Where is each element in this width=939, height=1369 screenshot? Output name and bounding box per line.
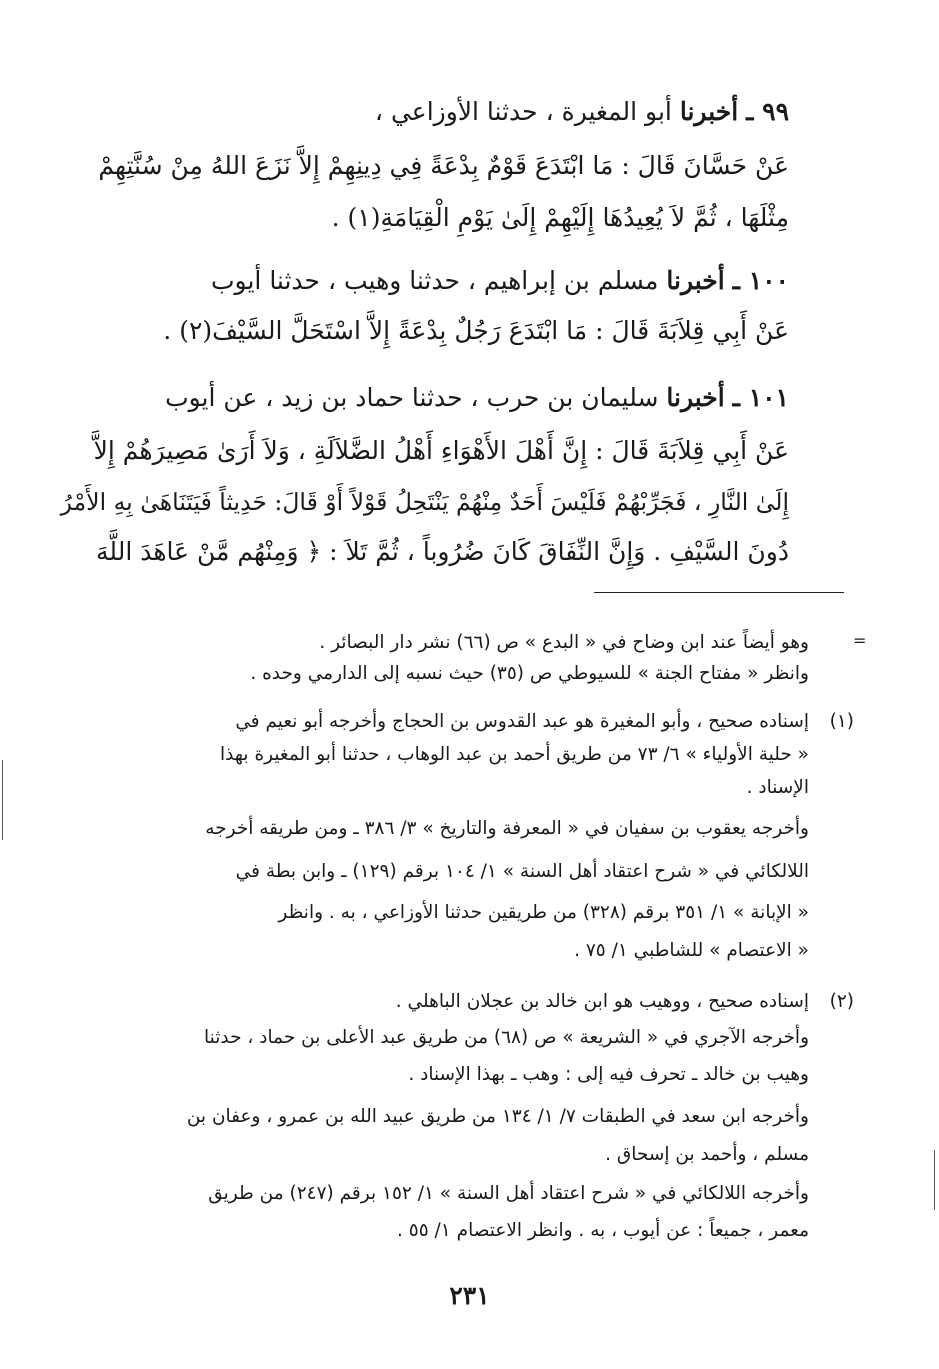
hadith-101-line-4: دُونَ السَّيْفِ . وَإِنَّ النِّفَاقَ كَانَ ضُرُوباً ، ثُمَّ تَلاَ : ﴿ وَمِنْهُم مَّنْ عَاهَدَ اللَّهَ bbox=[96, 537, 789, 566]
hadith-lead: أخبرنا bbox=[666, 266, 725, 295]
scan-edge-mark bbox=[934, 1150, 935, 1210]
footnote-2-line-5: مسلم ، وأحمد بن إسحاق . bbox=[605, 1144, 809, 1165]
hadith-text: مسلم بن إبراهيم ، حدثنا وهيب ، حدثنا أيوب bbox=[211, 266, 659, 295]
footnote-1-line-6: « الإبانة » ١/ ٣٥١ برقم (٣٢٨) من طريقين حدثنا الأوزاعي ، به . وانظر bbox=[278, 902, 809, 923]
footnote-1-line-1: إسناده صحيح ، وأبو المغيرة هو عبد القدوس بن الحجاج وأخرجه أبو نعيم في bbox=[235, 711, 809, 732]
footnote-1-line-5: اللالكائي في « شرح اعتقاد أهل السنة » ١/ ١٠٤ برقم (١٢٩) ـ وابن بطة في bbox=[235, 861, 809, 882]
hadith-99-line-3: مِثْلَهَا ، ثُمَّ لاَ يُعِيدُهَا إِلَيْهِمْ إِلَىٰ يَوْمِ الْقِيَامَةِ(١) . bbox=[331, 203, 789, 232]
footnote-continued-line-1: وهو أيضاً عند ابن وضاح في « البدع » ص (٦٦) نشر دار البصائر . bbox=[319, 632, 809, 653]
hadith-99-line-2: عَنْ حَسَّانَ قَالَ : مَا ابْتَدَعَ قَوْمٌ بِدْعَةً فِي دِينِهِمْ إِلاَّ نَزَعَ اللهُ مِنْ سُنَّتِهِمْ bbox=[98, 151, 789, 180]
footnote-separator bbox=[594, 592, 844, 593]
continued-marker: = bbox=[853, 631, 867, 650]
footnote-2-line-4: وأخرجه ابن سعد في الطبقات ٧/ ١/ ١٣٤ من طريق عبيد الله بن عمرو ، وعفان بن bbox=[186, 1106, 809, 1127]
hadith-101-line-1 bbox=[165, 374, 789, 422]
hadith-lead: أخبرنا bbox=[679, 97, 739, 126]
footnote-2-line-7: معمر ، جميعاً : عن أيوب ، به . وانظر الاعتصام ١/ ٥٥ . bbox=[397, 1220, 809, 1241]
scan-edge-mark bbox=[2, 760, 3, 840]
hadith-number: ١٠٠ ـ bbox=[732, 266, 789, 295]
hadith-101-line-2: عَنْ أَبِي قِلاَبَةَ قَالَ : إِنَّ أَهْلَ الأَهْوَاءِ أَهْلُ الضَّلاَلَةِ ، وَلاَ أَرَىٰ مَصِيرَهُمْ إِلاَّ bbox=[93, 436, 789, 465]
hadith-number: ١٠١ ـ bbox=[732, 383, 789, 412]
hadith-text: سليمان بن حرب ، حدثنا حماد بن زيد ، عن أيوب bbox=[165, 383, 659, 412]
footnote-2-line-3: وهيب بن خالد ـ تحرف فيه إلى : وهب ـ بهذا الإسناد . bbox=[408, 1064, 809, 1085]
footnote-continued-line-2: وانظر « مفتاح الجنة » للسيوطي ص (٣٥) حيث نسبه إلى الدارمي وحده . bbox=[250, 663, 809, 684]
footnote-2-line-2: وأخرجه الآجري في « الشريعة » ص (٦٨) من طريق عبد الأعلى بن حماد ، حدثنا bbox=[204, 1027, 809, 1048]
hadith-lead: أخبرنا bbox=[666, 383, 725, 412]
footnote-2-line-1: إسناده صحيح ، ووهيب هو ابن خالد بن عجلان الباهلي . bbox=[395, 991, 809, 1012]
footnote-2-line-6: وأخرجه اللالكائي في « شرح اعتقاد أهل السنة » ١/ ١٥٢ برقم (٢٤٧) من طريق bbox=[208, 1183, 809, 1204]
hadith-100-line-2: عَنْ أَبِي قِلاَبَةَ قَالَ : مَا ابْتَدَعَ رَجُلٌ بِدْعَةً إِلاَّ اسْتَحَلَّ السَّيْفَ(٢) . bbox=[163, 316, 789, 345]
hadith-99-line-1 bbox=[375, 88, 789, 136]
footnote-1-line-3: الإسناد . bbox=[746, 777, 809, 798]
footnote-1-marker: (١) bbox=[829, 711, 854, 732]
hadith-101-line-3: إِلَىٰ النَّارِ ، فَجَرِّبْهُمْ فَلَيْسَ أَحَدٌ مِنْهُمْ يَنْتَحِلُ قَوْلاً أَوْ قَالَ: حَدِيثاً فَيَتَنَاهَىٰ بِهِ الأَمْرُ bbox=[60, 488, 789, 516]
footnote-1-line-2: « حلية الأولياء » ٦/ ٧٣ من طريق أحمد بن عبد الوهاب ، حدثنا أبو المغيرة بهذا bbox=[220, 744, 809, 765]
page-number: ٢٣١ bbox=[449, 1281, 490, 1310]
footnote-2-marker: (٢) bbox=[829, 991, 854, 1012]
footnote-1-line-4: وأخرجه يعقوب بن سفيان في « المعرفة والتاريخ » ٣/ ٣٨٦ ـ ومن طريقه أخرجه bbox=[205, 818, 809, 839]
footnote-1-line-7: « الاعتصام » للشاطبي ١/ ٧٥ . bbox=[574, 940, 809, 961]
hadith-100-line-1 bbox=[211, 257, 789, 305]
hadith-number: ٩٩ ـ bbox=[746, 97, 789, 126]
hadith-text: أبو المغيرة ، حدثنا الأوزاعي ، bbox=[374, 97, 672, 126]
